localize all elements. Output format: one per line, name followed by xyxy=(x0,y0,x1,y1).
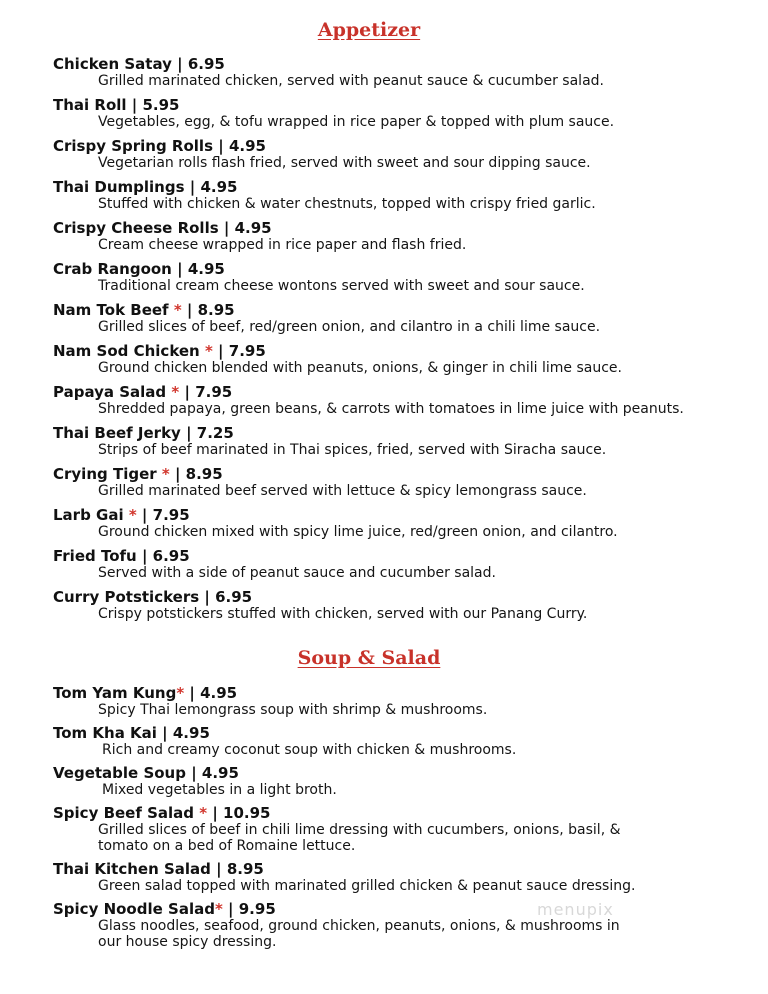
item-name-line xyxy=(53,55,748,73)
price-separator: | xyxy=(171,55,188,73)
item-name-line xyxy=(53,860,748,878)
spicy-mark: * xyxy=(171,383,180,401)
item-name-line xyxy=(53,900,748,918)
price-separator: | xyxy=(171,260,188,278)
item-name-line xyxy=(53,424,748,442)
item-price: 4.95 xyxy=(200,178,238,196)
item-price: 8.95 xyxy=(185,465,223,483)
price-separator: | xyxy=(136,506,153,524)
item-name: Thai Roll xyxy=(53,96,127,114)
item-name-line xyxy=(53,724,748,742)
item-description: Grilled marinated beef served with lettuce & spicy lemongrass sauce. xyxy=(98,483,587,499)
item-name: Spicy Noodle Salad xyxy=(53,900,215,918)
item-price: 6.95 xyxy=(215,588,253,606)
item-name: Spicy Beef Salad xyxy=(53,804,200,822)
spicy-mark: * xyxy=(199,804,208,822)
item-description: Glass noodles, seafood, ground chicken, peanuts, onions, & mushrooms in our house spicy dressing. xyxy=(98,918,620,950)
item-name-line xyxy=(53,260,748,278)
item-price: 4.95 xyxy=(228,137,266,155)
menu-item xyxy=(53,260,748,294)
item-name: Curry Potstickers xyxy=(53,588,200,606)
item-description: Shredded papaya, green beans, & carrots with tomatoes in lime juice with peanuts. xyxy=(98,401,684,417)
item-name: Larb Gai xyxy=(53,506,129,524)
item-name-line xyxy=(53,178,748,196)
menu-item xyxy=(53,804,748,854)
menu-item xyxy=(53,724,748,758)
price-separator: | xyxy=(179,383,196,401)
item-price: 7.95 xyxy=(152,506,190,524)
item-price: 4.95 xyxy=(201,764,239,782)
spicy-mark: * xyxy=(173,301,182,319)
item-name-line xyxy=(53,342,748,360)
menu-item xyxy=(53,301,748,335)
menu-item xyxy=(53,764,748,798)
menu-item xyxy=(53,383,748,417)
item-price: 6.95 xyxy=(152,547,190,565)
item-description: Grilled slices of beef in chili lime dressing with cucumbers, onions, basil, & tomato on a bed of Romaine lettuce. xyxy=(98,822,621,854)
item-price: 4.95 xyxy=(172,724,210,742)
item-price: 4.95 xyxy=(187,260,225,278)
item-description: Strips of beef marinated in Thai spices, fried, served with Siracha sauce. xyxy=(98,442,607,458)
item-name: Vegetable Soup xyxy=(53,764,186,782)
item-description: Cream cheese wrapped in rice paper and flash fried. xyxy=(98,237,467,253)
price-separator: | xyxy=(180,424,197,442)
item-price: 8.95 xyxy=(226,860,264,878)
item-description: Traditional cream cheese wontons served with sweet and sour sauce. xyxy=(98,278,585,294)
menu-item xyxy=(53,219,748,253)
item-price: 7.95 xyxy=(228,342,266,360)
soup-salad-list xyxy=(53,684,748,950)
item-name: Papaya Salad xyxy=(53,383,172,401)
item-name-line xyxy=(53,804,748,822)
price-separator: | xyxy=(218,219,235,237)
item-name-line xyxy=(53,219,748,237)
item-price: 5.95 xyxy=(142,96,180,114)
appetizer-list xyxy=(53,55,748,622)
spicy-mark: * xyxy=(161,465,170,483)
watermark: menupix xyxy=(537,900,614,919)
menu-item xyxy=(53,465,748,499)
price-separator: | xyxy=(212,342,229,360)
item-description: Rich and creamy coconut soup with chicken & mushrooms. xyxy=(102,742,517,758)
menu-item xyxy=(53,588,748,622)
menu-item xyxy=(53,424,748,458)
menu-item xyxy=(53,178,748,212)
spicy-mark: * xyxy=(214,900,223,918)
item-description: Grilled marinated chicken, served with peanut sauce & cucumber salad. xyxy=(98,73,604,89)
item-description: Vegetables, egg, & tofu wrapped in rice paper & topped with plum sauce. xyxy=(98,114,615,130)
item-name-line xyxy=(53,547,748,565)
menu-item xyxy=(53,860,748,894)
price-separator: | xyxy=(126,96,143,114)
item-price: 4.95 xyxy=(234,219,272,237)
item-name-line xyxy=(53,465,748,483)
price-separator: | xyxy=(185,764,202,782)
menu-item xyxy=(53,547,748,581)
item-name-line xyxy=(53,684,748,702)
item-name: Crying Tiger xyxy=(53,465,162,483)
item-description: Stuffed with chicken & water chestnuts, topped with crispy fried garlic. xyxy=(98,196,596,212)
price-separator: | xyxy=(181,301,198,319)
item-description: Crispy potstickers stuffed with chicken, served with our Panang Curry. xyxy=(98,606,588,622)
item-name: Tom Kha Kai xyxy=(53,724,157,742)
item-name: Chicken Satay xyxy=(53,55,172,73)
item-name-line xyxy=(53,764,748,782)
price-separator: | xyxy=(184,178,201,196)
item-name: Thai Dumplings xyxy=(53,178,185,196)
item-name-line xyxy=(53,137,748,155)
spicy-mark: * xyxy=(128,506,137,524)
soup-salad-title: Soup & Salad xyxy=(297,647,441,669)
item-description: Green salad topped with marinated grilled chicken & peanut sauce dressing. xyxy=(98,878,636,894)
price-separator: | xyxy=(207,804,224,822)
item-name-line xyxy=(53,96,748,114)
price-separator: | xyxy=(136,547,153,565)
item-price: 7.95 xyxy=(195,383,233,401)
item-description: Vegetarian rolls flash fried, served with sweet and sour dipping sauce. xyxy=(98,155,591,171)
spicy-mark: * xyxy=(204,342,213,360)
spicy-mark: * xyxy=(176,684,185,702)
price-separator: | xyxy=(213,137,229,155)
item-description: Spicy Thai lemongrass soup with shrimp & mushrooms. xyxy=(98,702,488,718)
menu-item xyxy=(53,137,748,171)
item-name: Thai Kitchen Salad xyxy=(53,860,211,878)
menu-item xyxy=(53,506,748,540)
item-name: Nam Tok Beef xyxy=(53,301,174,319)
price-separator: | xyxy=(169,465,186,483)
item-name-line xyxy=(53,506,748,524)
item-name: Fried Tofu xyxy=(53,547,137,565)
appetizer-title: Appetizer xyxy=(317,19,421,41)
item-name-line xyxy=(53,301,748,319)
price-separator: | xyxy=(210,860,227,878)
item-name: Crab Rangoon xyxy=(53,260,172,278)
menu-item xyxy=(53,55,748,89)
price-separator: | xyxy=(184,684,201,702)
item-name: Crispy Spring Rolls xyxy=(53,137,213,155)
item-name: Tom Yam Kung xyxy=(53,684,177,702)
menu-item xyxy=(53,684,748,718)
item-description: Served with a side of peanut sauce and cucumber salad. xyxy=(98,565,496,581)
menu-item xyxy=(53,900,748,950)
item-name: Nam Sod Chicken xyxy=(53,342,205,360)
item-name-line xyxy=(53,588,748,606)
item-name: Thai Beef Jerky xyxy=(53,424,181,442)
item-price: 7.25 xyxy=(196,424,234,442)
item-description: Grilled slices of beef, red/green onion, and cilantro in a chili lime sauce. xyxy=(98,319,601,335)
item-price: 9.95 xyxy=(238,900,276,918)
item-price: 8.95 xyxy=(197,301,235,319)
item-price: 10.95 xyxy=(223,804,271,822)
item-price: 6.95 xyxy=(187,55,225,73)
price-separator: | xyxy=(222,900,239,918)
item-name-line xyxy=(53,383,748,401)
menu-item xyxy=(53,342,748,376)
item-name: Crispy Cheese Rolls xyxy=(53,219,219,237)
item-description: Ground chicken blended with peanuts, onions, & ginger in chili lime sauce. xyxy=(98,360,622,376)
item-description: Mixed vegetables in a light broth. xyxy=(102,782,337,798)
item-description: Ground chicken mixed with spicy lime juice, red/green onion, and cilantro. xyxy=(98,524,618,540)
price-separator: | xyxy=(156,724,173,742)
price-separator: | xyxy=(199,588,216,606)
menu-item xyxy=(53,96,748,130)
item-price: 4.95 xyxy=(200,684,238,702)
